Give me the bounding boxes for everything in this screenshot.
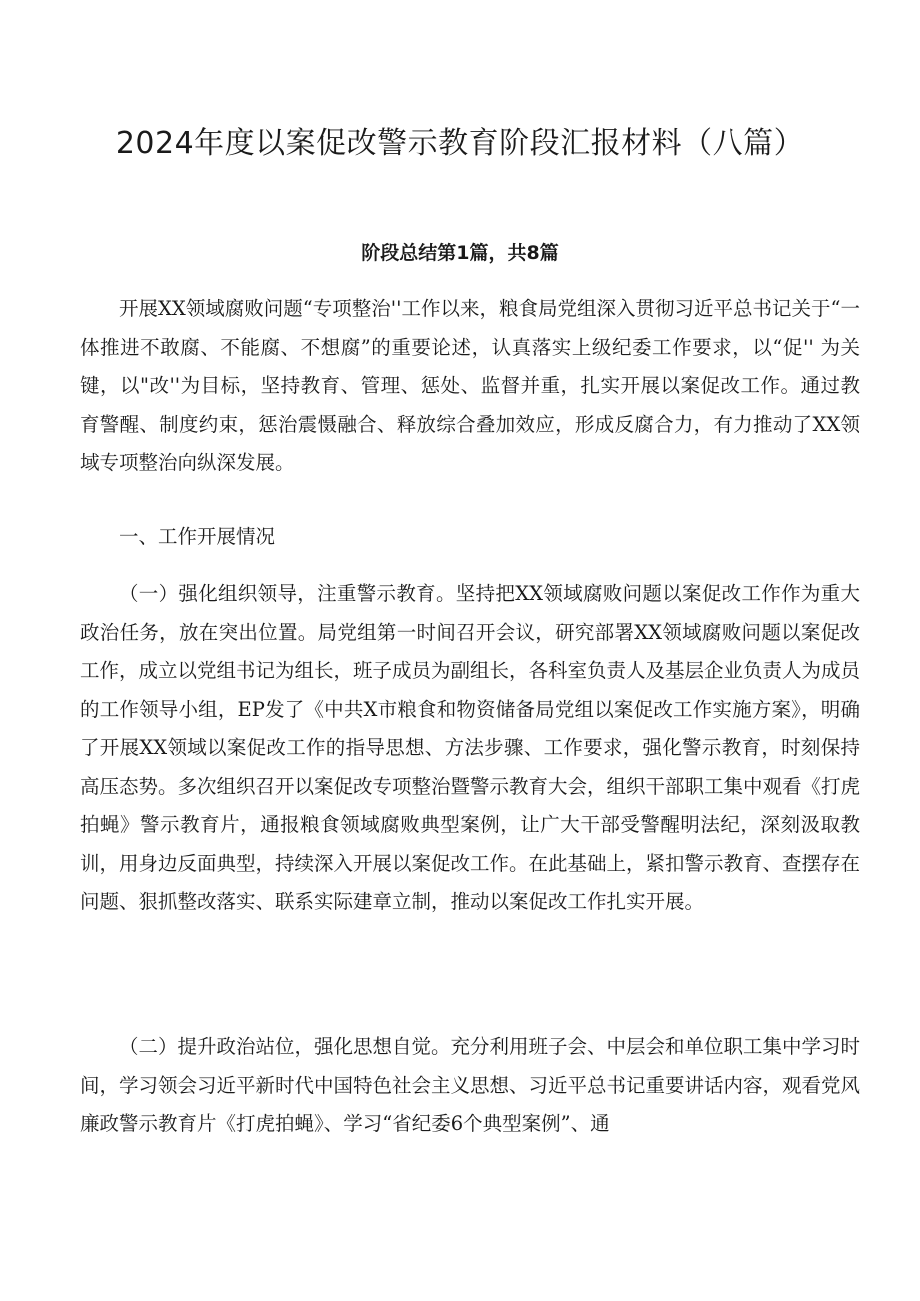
heading-work-progress: 一、工作开展情况: [119, 525, 276, 548]
paragraph-item-1: （一）强化组织领导，注重警示教育。坚持把XX领域腐败问题以案促改工作作为重大政治任务，放在突出位置。局党组第一时间召开会议，研究部署XX领域腐败问题以案促改工作，成立以党组书记为组长，班子成员为副组长，各科室负责人及基层企业负责人为成员的工作领导小组，EP发了《中共X市粮食和物资储备局党组以案促改工作实施方案》，明确了开展XX领域以案促改工作的指导思想、方法步骤、工作要求，强化警示教育，时刻保持高压态势。多次组织召开以案促改专项整治暨警示教育大会，组织干部职工集中观看《打虎拍蝇》警示教育片，通报粮食领域腐败典型案例，让广大干部受警醒明法纪，深刻汲取教训，用身边反面典型，持续深入开展以案促改工作。在此基础上，紧扣警示教育、查摆存在问题、狠抓整改落实、联系实际建章立制，推动以案促改工作扎实开展。: [80, 582, 861, 913]
document-title: 2024年度以案促改警示教育阶段汇报材料（八篇）: [115, 126, 805, 161]
paragraph-item-2: （二）提升政治站位，强化思想自觉。充分利用班子会、中层会和单位职工集中学习时间，学习领会习近平新时代中国特色社会主义思想、习近平总书记重要讲话内容，观看党风廉政警示教育片《打虎拍蝇》、学习“省纪委6个典型案例”、通: [80, 1035, 861, 1135]
section-title: 阶段总结第1篇，共8篇: [361, 242, 559, 264]
paragraph-intro: 开展XX领域腐败问题“专项整治''工作以来，粮食局党组深入贯彻习近平总书记关于“一体推进不敢腐、不能腐、不想腐”的重要论述，认真落实上级纪委工作要求，以“促'' 为关键，以"改''为目标，坚持教育、管理、惩处、监督并重，扎实开展以案促改工作。通过教育警醒、制度约束，惩治震慑融合、释放综合叠加效应，形成反腐合力，有力推动了XX领域专项整治向纵深发展。: [80, 297, 860, 474]
